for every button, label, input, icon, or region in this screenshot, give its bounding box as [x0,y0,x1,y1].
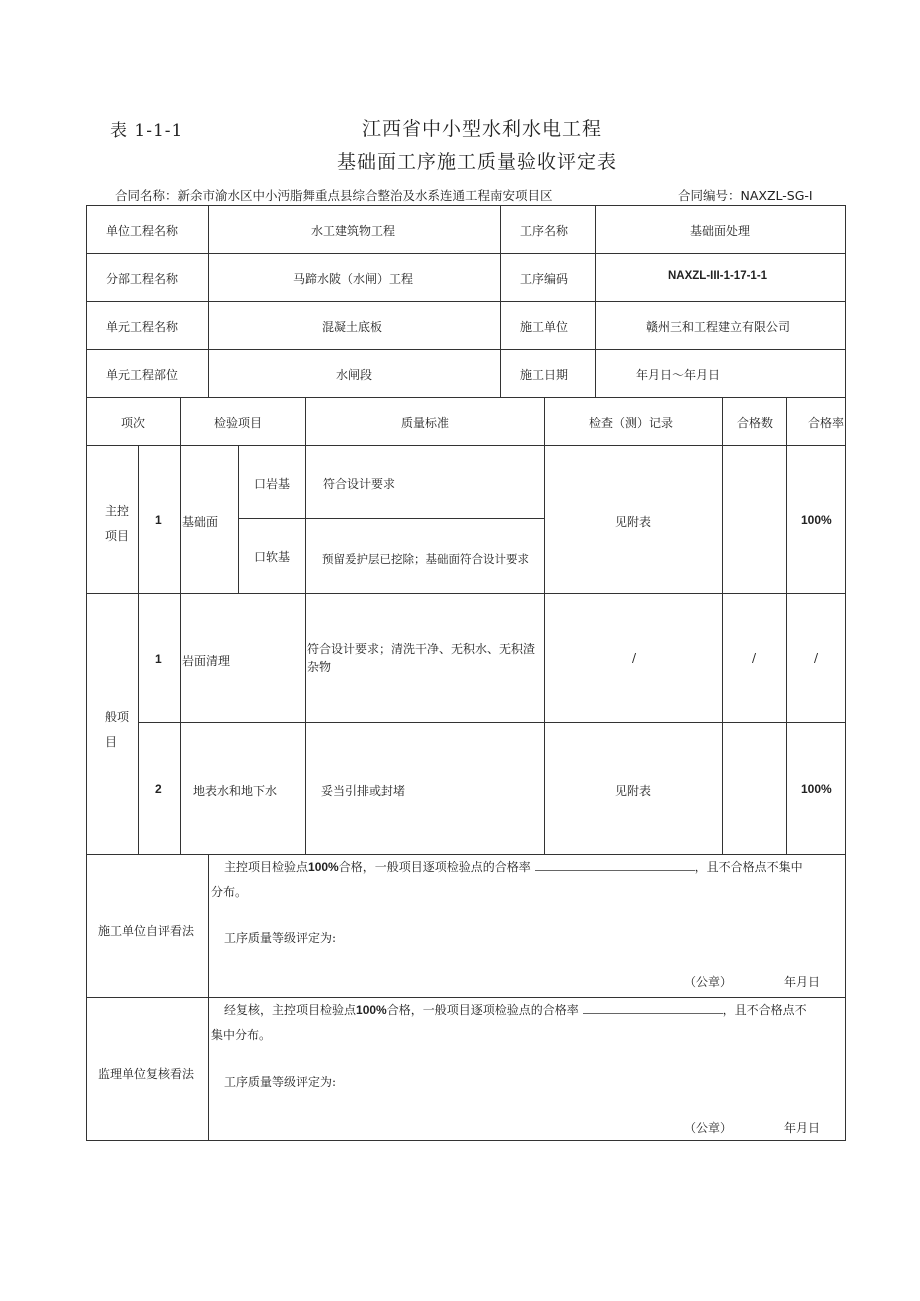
self-eval-statement-cont: 分布。 [211,885,248,899]
general-row1-rate: / [814,651,819,665]
self-eval-seal: （公章） [684,975,733,989]
supervise-eval-seal: （公章） [684,1121,733,1135]
col-item-no: 项次 [121,416,146,430]
contract-number: 合同编号：NAXZL-SG-I [678,188,813,203]
contract-name: 合同名称：新余市渝水区中小沔脂舞重点县综合整治及水系连通工程南安项目区 [115,188,553,203]
col-standard: 质量标准 [401,416,450,430]
construction-date-value: 年月日～年月日 [636,368,721,382]
main-sub1-label: 口岩基 [254,477,291,491]
element-location-label: 单元工程部位 [106,368,179,382]
self-eval-date: 年月日 [784,975,821,989]
title-line-2: 基础面工序施工质量验收评定表 [337,151,618,173]
col-check-item: 检验项目 [214,416,263,430]
main-pass-rate: 100% [801,513,832,527]
element-project-value: 混凝土底板 [322,320,383,334]
main-sub1-standard: 符合设计要求 [323,477,396,491]
part-project-label: 分部工程名称 [106,272,179,286]
main-item-name: 基础面 [182,515,219,529]
unit-project-value: 水工建筑物工程 [311,224,396,238]
general-row2-record: 见附表 [615,784,652,798]
general-row1-no: 1 [155,652,162,666]
general-row2-item: 地表水和地下水 [193,784,278,798]
element-location-value: 水闸段 [336,368,373,382]
self-eval-blank[interactable] [535,858,695,871]
process-code-value: NAXZL-III-1-17-1-1 [668,270,768,282]
process-name-value: 基础面处理 [690,224,751,238]
general-items-label-1: 般项 [105,710,130,724]
general-row1-record: / [632,651,637,665]
part-project-value: 马蹄水陂（水闸）工程 [293,272,414,286]
supervise-eval-blank[interactable] [583,1001,723,1014]
unit-project-label: 单位工程名称 [106,224,179,238]
col-record: 检查（测）记录 [589,416,674,430]
main-record: 见附表 [615,515,652,529]
main-item-no: 1 [155,513,162,527]
general-items-label-2: 目 [105,735,118,749]
contractor-value: 赣州三和工程建立有限公司 [646,320,791,334]
supervise-eval-statement: 经复核，主控项目检验点100%合格，一般项目逐项检验点的合格率 ，且不合格点不 [224,1003,807,1017]
main-items-label-1: 主控 [105,504,130,518]
self-eval-statement: 主控项目检验点100%合格，一般项目逐项检验点的合格率 ，且不合格点不集中 [224,860,803,874]
general-row2-standard: 妥当引排或封堵 [321,784,406,798]
element-project-label: 单元工程名称 [106,320,179,334]
general-row1-standard: 符合设计要求；清洗干净、无积水、无积渣杂物 [307,642,536,674]
general-row1-item: 岩面清理 [182,654,231,668]
general-row2-no: 2 [155,782,162,796]
process-code-label: 工序编码 [520,272,569,286]
col-pass-count: 合格数 [737,416,774,430]
self-eval-grade: 工序质量等级评定为: [224,931,337,945]
supervise-eval-date: 年月日 [784,1121,821,1135]
contractor-label: 施工单位 [520,320,569,334]
main-sub2-standard: 预留爰护层已挖除；基础面符合设计要求 [322,552,529,566]
main-items-label-2: 项目 [105,529,130,543]
col-pass-rate: 合格率 [808,416,845,430]
construction-date-label: 施工日期 [520,368,569,382]
supervise-eval-label: 监理单位复核看法 [98,1067,195,1081]
self-eval-label: 施工单位自评看法 [98,924,195,938]
table-number: 表 1-1-1 [110,121,184,141]
supervise-eval-grade: 工序质量等级评定为: [224,1075,337,1089]
general-row1-count: / [752,651,757,665]
process-name-label: 工序名称 [520,224,569,238]
general-row2-rate: 100% [801,782,832,796]
main-sub2-label: 口软基 [254,550,291,564]
supervise-eval-statement-cont: 集中分布。 [211,1028,272,1042]
title-line-1: 江西省中小型水利水电工程 [362,118,603,140]
